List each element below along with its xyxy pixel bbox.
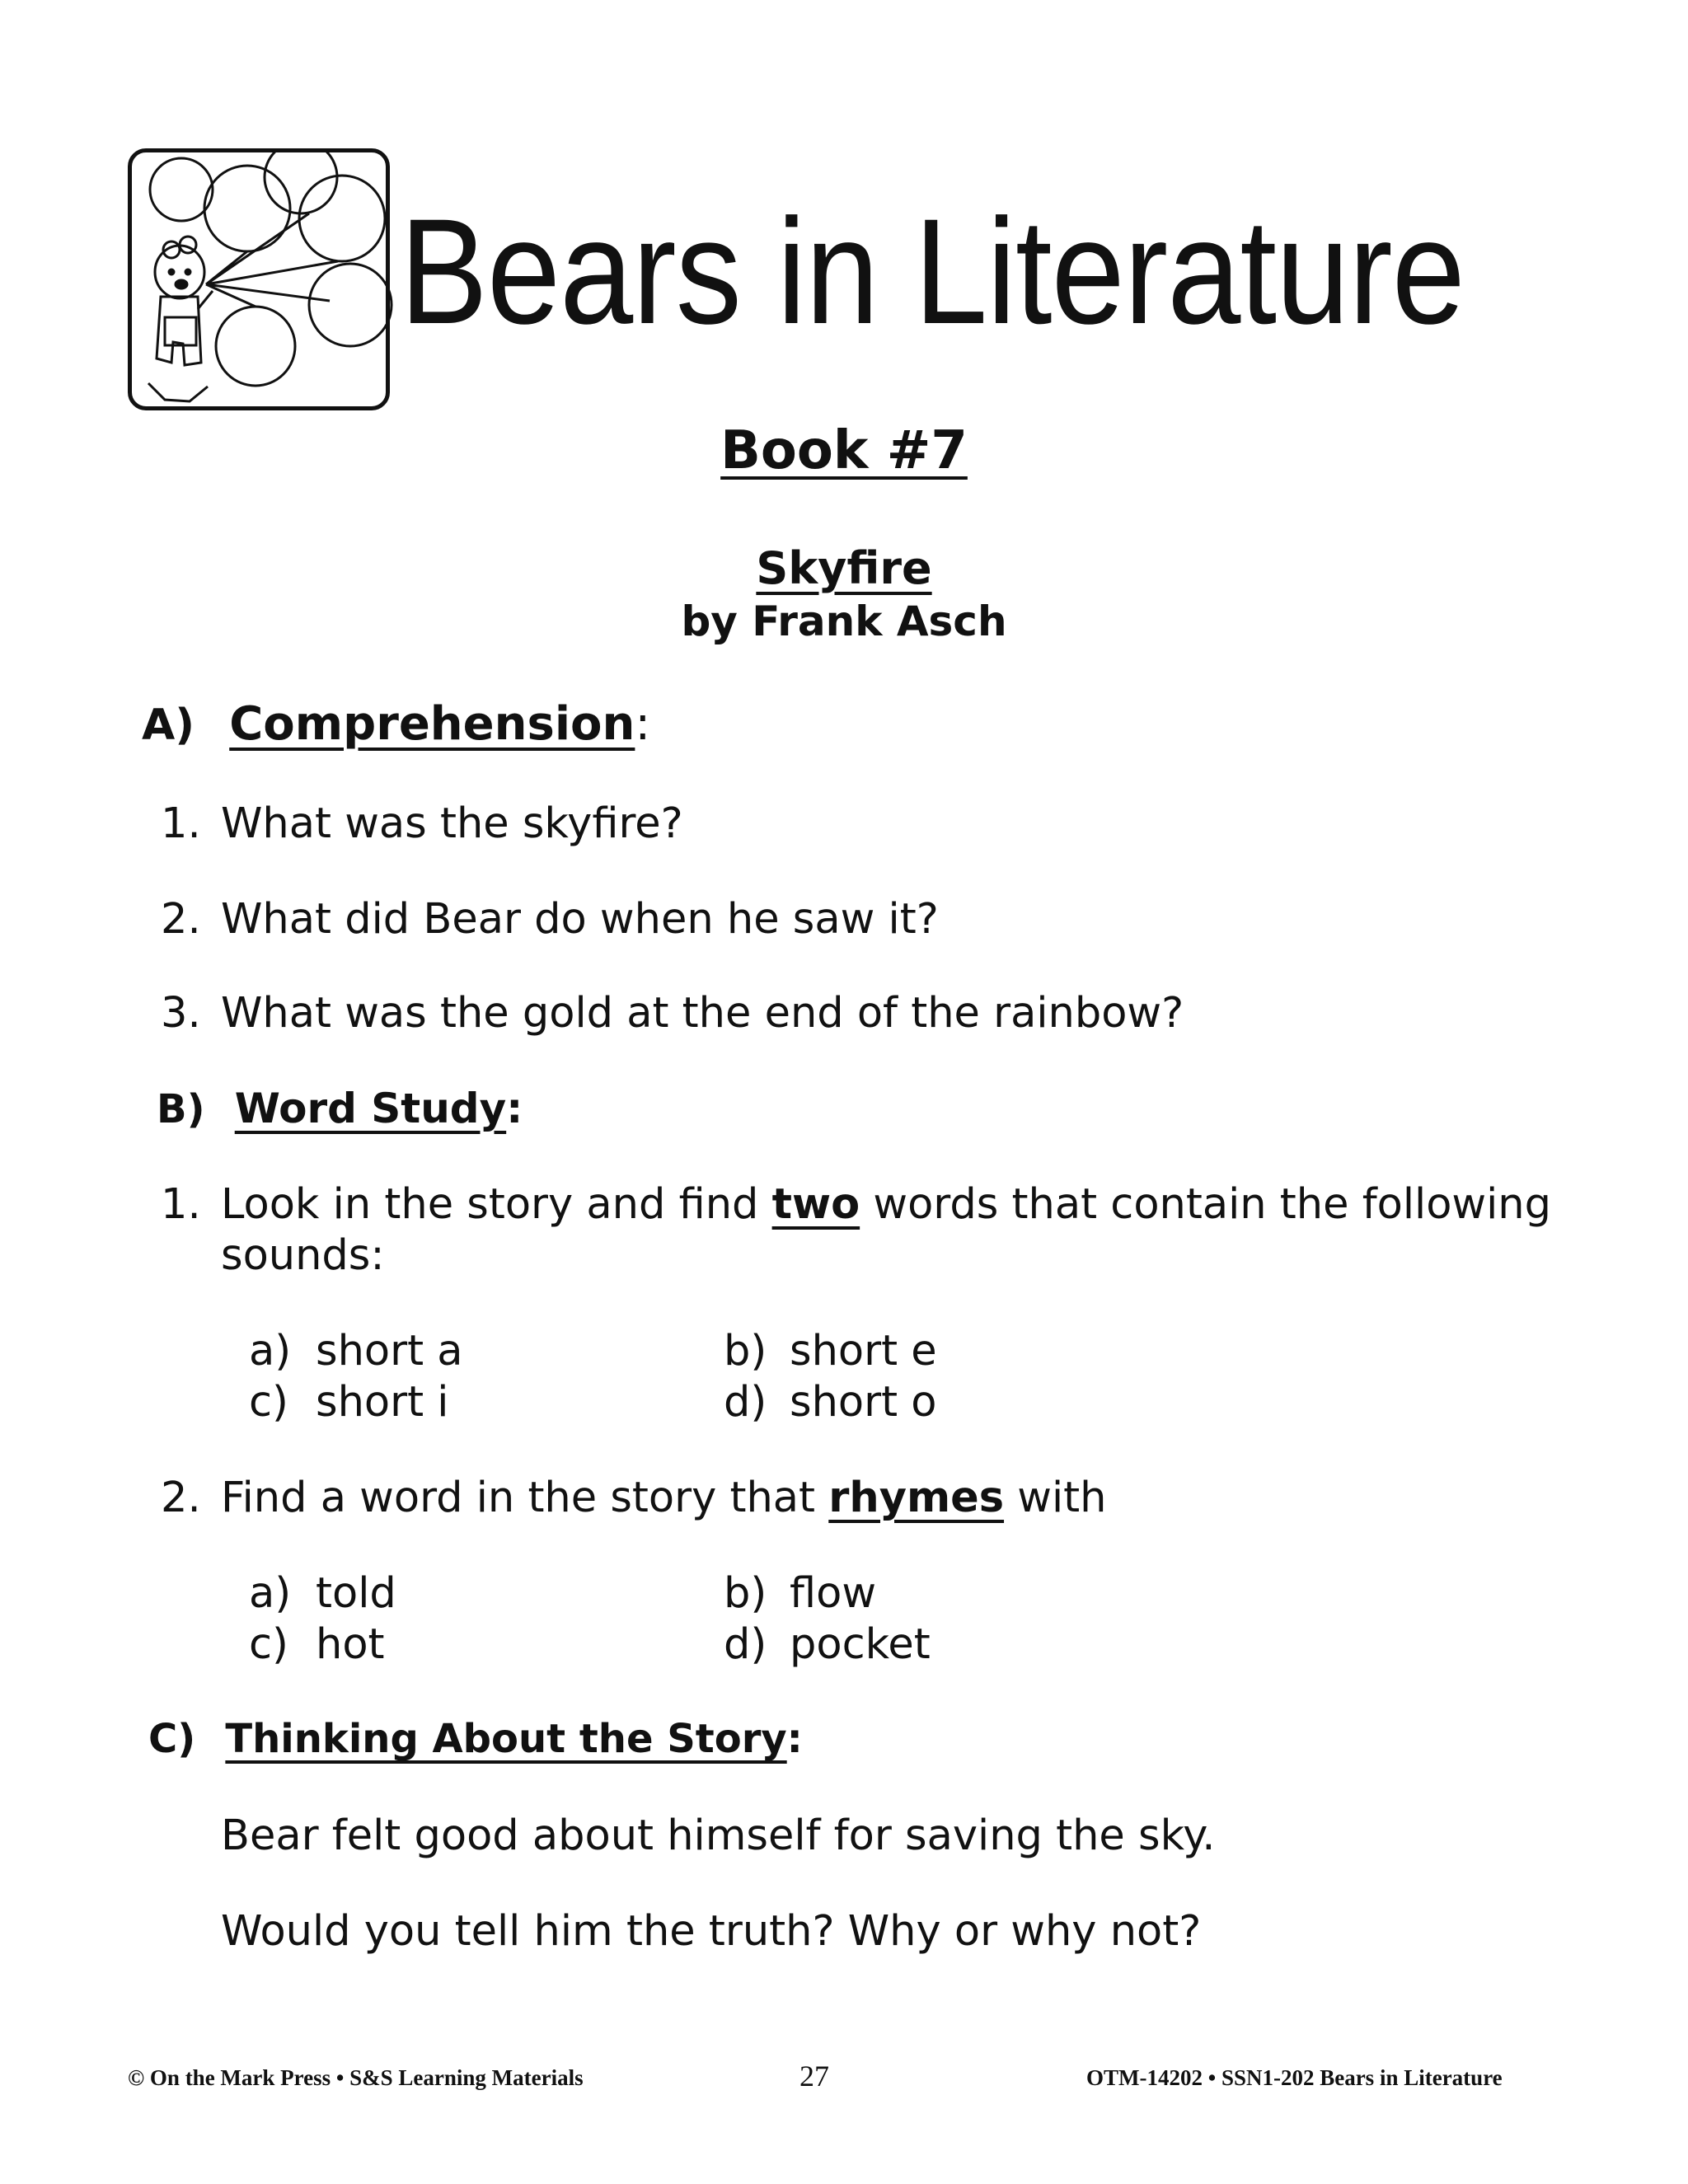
option-text: short i [316, 1378, 449, 1427]
option-letter: a) [249, 1569, 292, 1618]
story-title [0, 542, 1688, 594]
story-author: by Frank Asch [681, 598, 1007, 645]
option-text: short e [790, 1327, 937, 1376]
option-letter: c) [249, 1620, 288, 1669]
story-question-line: Bear felt good about himself for saving the sky. [221, 1811, 1216, 1860]
question-text-part: Find a word in the story that [221, 1474, 829, 1522]
question-number: 2. [161, 895, 201, 944]
question-text: What did Bear do when he saw it? [221, 895, 939, 944]
book-number [0, 420, 1688, 481]
emphasis-word: rhymes [828, 1474, 1005, 1522]
section-c-letter: C) [148, 1716, 196, 1762]
emphasis-word: two [771, 1180, 860, 1229]
question-number: 2. [161, 1474, 201, 1522]
option-text: flow [790, 1569, 877, 1618]
story-title-text: Skyfire [756, 542, 932, 594]
option-text: hot [316, 1620, 385, 1669]
section-c-title: Thinking About the Story [225, 1716, 787, 1762]
question-text: What was the gold at the end of the rainbow? [221, 989, 1184, 1038]
question-text-line2: sounds: [221, 1231, 385, 1280]
section-b-heading [157, 1085, 523, 1132]
section-a-letter: A) [142, 701, 195, 750]
option-text: short a [316, 1327, 463, 1376]
option-letter: d) [724, 1378, 767, 1427]
question-text: What was the skyfire? [221, 799, 683, 848]
section-b-letter: B) [157, 1086, 205, 1132]
page-title: Bears in Literature [400, 187, 1465, 355]
option-letter: d) [724, 1620, 767, 1669]
question-text [221, 1180, 1551, 1229]
question-text-part: Look in the story and find [221, 1180, 772, 1229]
question-text-part: words that contain the following [860, 1180, 1551, 1229]
option-text: told [316, 1569, 396, 1618]
footer-publisher: © On the Mark Press • S&S Learning Materials [128, 2065, 584, 2090]
option-text: pocket [790, 1620, 931, 1669]
option-letter: b) [724, 1327, 767, 1376]
option-letter: b) [724, 1569, 767, 1618]
option-letter: c) [249, 1378, 288, 1427]
page-number: 27 [799, 2060, 829, 2093]
section-a-colon: : [635, 697, 651, 751]
section-b-colon: : [506, 1085, 523, 1132]
option-text: short o [790, 1378, 937, 1427]
footer-series: OTM-14202 • SSN1-202 Bears in Literature [1086, 2065, 1503, 2090]
section-a-title: Comprehension [229, 697, 635, 751]
story-question-line: Would you tell him the truth? Why or why not? [221, 1907, 1202, 1956]
option-letter: a) [249, 1327, 292, 1376]
bear-with-balloons-icon [128, 148, 390, 410]
section-c-colon: : [786, 1716, 803, 1762]
question-number: 1. [161, 799, 201, 848]
bear-balloons-drawing [132, 152, 394, 415]
question-number: 3. [161, 989, 201, 1038]
section-b-title: Word Study [234, 1085, 507, 1132]
book-number-text: Book #7 [720, 420, 968, 481]
question-number: 1. [161, 1180, 201, 1229]
section-a-heading [142, 697, 650, 751]
question-text [221, 1474, 1106, 1522]
section-c-heading [148, 1716, 803, 1762]
question-text-part: with [1004, 1474, 1107, 1522]
